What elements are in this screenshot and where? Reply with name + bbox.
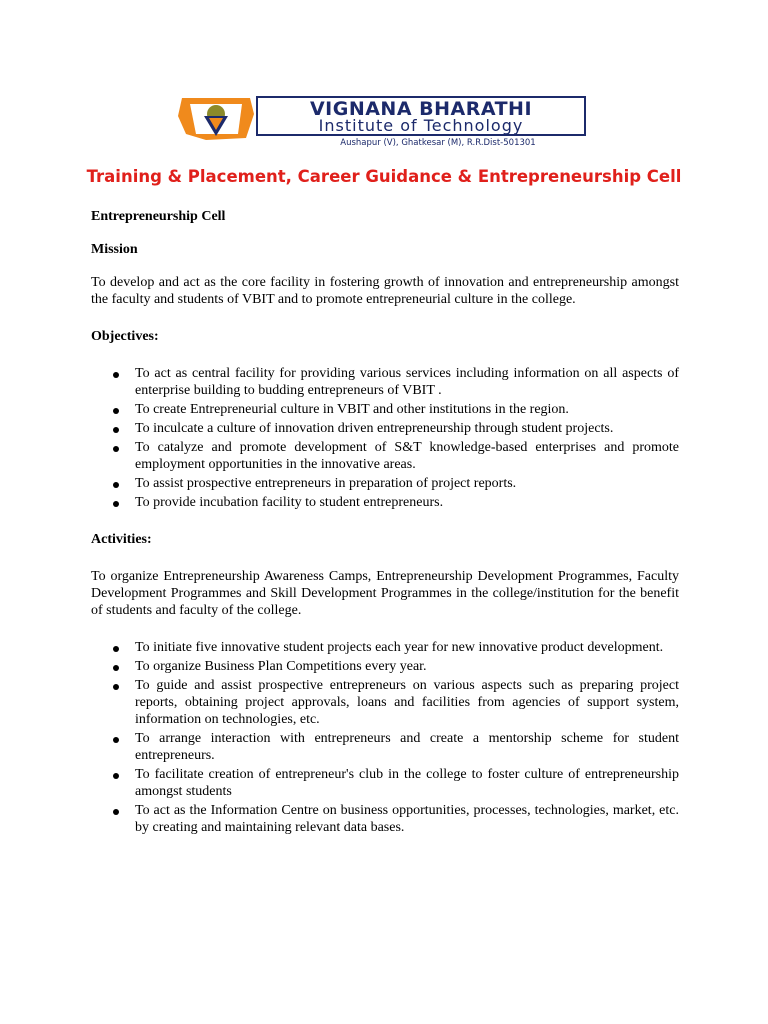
objectives-heading: Objectives:: [91, 329, 159, 344]
list-item: To catalyze and promote development of S&T knowledge-based enterprises and promote employment opportunities in the innovative areas.: [91, 439, 679, 473]
list-item: To create Entrepreneurial culture in VBIT and other institutions in the region.: [91, 401, 679, 418]
list-item: To initiate five innovative student projects each year for new innovative product development.: [91, 639, 679, 656]
bullet-dot-icon: [113, 684, 119, 690]
bullet-dot-icon: [113, 773, 119, 779]
list-item: To act as the Information Centre on business opportunities, processes, technologies, market, etc. by creating and maintaining relevant data bases.: [91, 802, 679, 836]
logo-subtitle: Institute of Technology: [318, 116, 524, 135]
logo-name: VIGNANA BHARATHI: [309, 98, 533, 120]
list-item: To facilitate creation of entrepreneur's club in the college to foster culture of entrepreneurship amongst students: [91, 766, 679, 800]
section-heading: Entrepreneurship Cell: [91, 209, 226, 224]
logo-text-box: [256, 96, 586, 136]
page-title: Training & Placement, Career Guidance & Entrepreneurship Cell: [86, 167, 682, 186]
mission-text: To develop and act as the core facility in fostering growth of innovation and entrepreneurship amongst the faculty and students of VBIT and to promote entrepreneurial culture in the college.: [91, 275, 679, 307]
document-body: [91, 208, 679, 838]
list-item: To assist prospective entrepreneurs in preparation of project reports.: [91, 475, 679, 492]
list-item: To arrange interaction with entrepreneurs and create a mentorship scheme for student entrepreneurs.: [91, 730, 679, 764]
bullet-dot-icon: [113, 427, 119, 433]
mission-heading: Mission: [91, 242, 138, 257]
activities-intro: To organize Entrepreneurship Awareness Camps, Entrepreneurship Development Programmes, Faculty Development Programmes and Skill Development Programmes in the college/institution for the benefit of students and faculty of the college.: [91, 569, 679, 618]
bullet-dot-icon: [113, 646, 119, 652]
bullet-dot-icon: [113, 446, 119, 452]
logo-address: Aushapur (V), Ghatkesar (M), R.R.Dist-501301: [340, 138, 536, 148]
list-item: To provide incubation facility to student entrepreneurs.: [91, 494, 679, 511]
activities-list: [91, 639, 679, 836]
list-item: To guide and assist prospective entrepreneurs on various aspects such as preparing project reports, obtaining project approvals, loans and facilities from agencies of support system, information on technologies, etc.: [91, 677, 679, 728]
list-item: To act as central facility for providing various services including information on all aspects of enterprise building to budding entrepreneurs of VBIT .: [91, 365, 679, 399]
objectives-list: [91, 365, 679, 511]
bullet-dot-icon: [113, 482, 119, 488]
bullet-dot-icon: [113, 665, 119, 671]
bullet-dot-icon: [113, 737, 119, 743]
bullet-dot-icon: [113, 372, 119, 378]
list-item: To organize Business Plan Competitions every year.: [91, 658, 679, 675]
list-item: To inculcate a culture of innovation driven entrepreneurship through student projects.: [91, 420, 679, 437]
logo-emblem-icon: [176, 94, 256, 142]
activities-heading: Activities:: [91, 532, 152, 547]
bullet-dot-icon: [113, 809, 119, 815]
institute-logo: [176, 94, 588, 152]
bullet-dot-icon: [113, 501, 119, 507]
bullet-dot-icon: [113, 408, 119, 414]
